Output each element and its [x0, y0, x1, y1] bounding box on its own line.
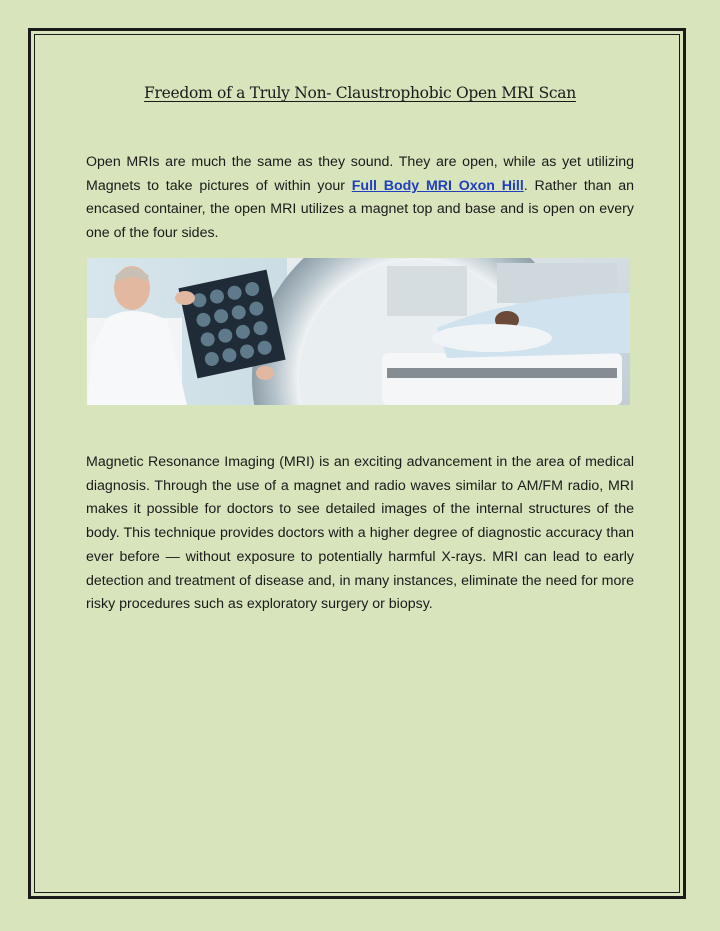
document-title: Freedom of a Truly Non- Claustrophobic Open MRI Scan: [144, 84, 576, 102]
full-body-mri-link[interactable]: Full Body MRI Oxon Hill: [351, 177, 524, 194]
mri-description-paragraph: Magnetic Resonance Imaging (MRI) is an exciting advancement in the area of medical diagnosis. Through the use of a magnet and radio waves similar to AM/FM radio, MRI makes it possible for doctors to see detailed images of the internal structures of the body. This technique provides doctors with a higher degree of diagnostic accuracy than ever before — without exposure to potentially harmful X-rays. MRI can lead to early detection and treatment of disease and, in many instances, eliminate the need for more risky procedures such as exploratory surgery or biopsy.: [86, 454, 634, 613]
mri-photo: [87, 258, 630, 405]
intro-paragraph: [86, 151, 634, 246]
intro-text-after-link: . Rather than an encased container, the open MRI utilizes a magnet top and base and is open on every one of the four sides.: [86, 177, 634, 242]
intro-text-before-link: Open MRIs are much the same as they sound. They are open, while as yet utilizing Magnets to take pictures of within your: [86, 154, 634, 194]
